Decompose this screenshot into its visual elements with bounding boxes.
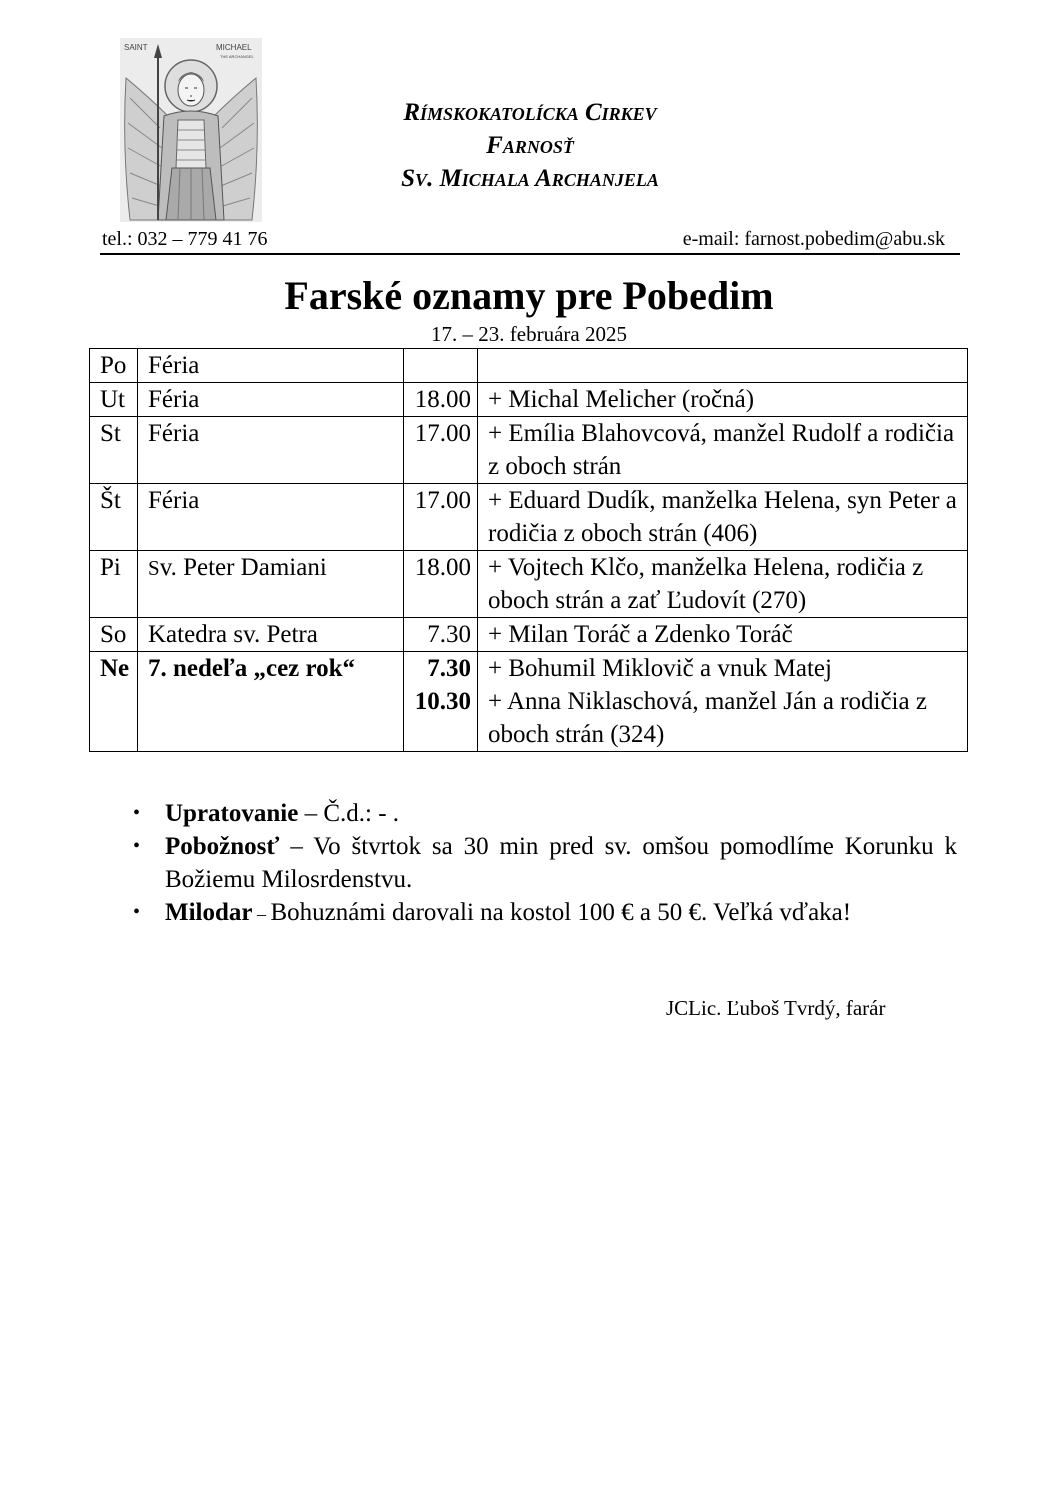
table-row	[90, 551, 968, 618]
time-cell	[404, 652, 478, 752]
mass-schedule-table	[89, 348, 968, 752]
table-row	[90, 349, 968, 383]
intention-cell: + Eduard Dudík, manželka Helena, syn Peter a rodičia z oboch strán (406)	[478, 484, 968, 551]
table-row	[90, 652, 968, 752]
notice-text: Č.d.: - .	[323, 800, 400, 827]
notices-list	[127, 797, 957, 931]
heading-line-church: Rímskokatolícka Cirkev	[403, 99, 657, 126]
feast-cell: Féria	[138, 417, 404, 484]
parish-heading	[300, 96, 760, 195]
feast-cell: Féria	[138, 383, 404, 417]
notice-separator: –	[252, 904, 271, 924]
icon-caption-left: SAINT	[124, 43, 148, 52]
notice-label: Milodar	[165, 899, 253, 926]
time-cell	[404, 349, 478, 383]
intention-cell: + Michal Melicher (ročná)	[478, 383, 968, 417]
page-title: Farské oznamy pre Pobedim	[284, 273, 774, 318]
intention-cell	[478, 349, 968, 383]
bullet-icon: •	[133, 802, 141, 824]
feast-initial: S	[148, 556, 160, 580]
intention-value: + Bohumil Miklovič a vnuk Matej	[488, 655, 832, 682]
notice-label: Pobožnosť	[165, 833, 280, 860]
time-value: 10.30	[414, 688, 471, 715]
notice-text: Bohuznámi darovali na kostol 100 € a 50 €. Veľká vďaka!	[270, 899, 852, 926]
icon-caption-sub: THE ARCHANGEL	[220, 54, 254, 59]
notice-separator: –	[298, 800, 324, 827]
feast-cell: Féria	[138, 349, 404, 383]
time-value: 7.30	[427, 655, 471, 682]
notice-separator: –	[279, 833, 314, 860]
feast-rest: v. Peter Damiani	[159, 554, 327, 581]
intention-cell	[478, 652, 968, 752]
email-address: e-mail: farnost.pobedim@abu.sk	[682, 228, 945, 250]
feast-cell: Katedra sv. Petra	[138, 618, 404, 652]
intention-cell: + Vojtech Klčo, manželka Helena, rodičia z oboch strán a zať Ľudovít (270)	[478, 551, 968, 618]
feast-cell: 7. nedeľa „cez rok“	[138, 652, 404, 752]
icon-caption-right: MICHAEL	[216, 43, 252, 52]
saint-michael-icon	[120, 38, 262, 222]
day-cell: Pi	[90, 551, 138, 618]
list-item	[127, 896, 957, 931]
time-cell: 7.30	[404, 618, 478, 652]
intention-cell: + Emília Blahovcová, manžel Rudolf a rodičia z oboch strán	[478, 417, 968, 484]
time-cell: 18.00	[404, 551, 478, 618]
day-cell: St	[90, 417, 138, 484]
list-item	[127, 797, 957, 830]
contact-line	[100, 227, 960, 255]
time-cell: 18.00	[404, 383, 478, 417]
notice-text: Vo štvrtok sa 30 min pred sv. omšou pomodlíme Korunku k Božiemu Milosrdenstvu.	[165, 833, 957, 893]
phone-number: tel.: 032 – 779 41 76	[102, 228, 268, 250]
bullet-icon: •	[133, 901, 141, 923]
day-cell: Ne	[90, 652, 138, 752]
table-row	[90, 383, 968, 417]
day-cell: Ut	[90, 383, 138, 417]
heading-line-parish: Farnosť	[486, 132, 574, 159]
date-range: 17. – 23. februára 2025	[431, 322, 627, 346]
table-row	[90, 618, 968, 652]
intention-value: + Anna Niklaschová, manžel Ján a rodičia z oboch strán (324)	[488, 688, 927, 748]
heading-line-patron: Sv. Michala Archanjela	[401, 165, 659, 192]
time-cell: 17.00	[404, 417, 478, 484]
feast-cell: Féria	[138, 484, 404, 551]
time-cell: 17.00	[404, 484, 478, 551]
day-cell: Št	[90, 484, 138, 551]
notice-label: Upratovanie	[165, 800, 299, 827]
list-item	[127, 830, 957, 896]
bullet-icon: •	[133, 835, 141, 857]
feast-cell	[138, 551, 404, 618]
day-cell: So	[90, 618, 138, 652]
table-row	[90, 417, 968, 484]
signature: JCLic. Ľuboš Tvrdý, farár	[666, 996, 886, 1020]
table-row	[90, 484, 968, 551]
day-cell: Po	[90, 349, 138, 383]
intention-cell: + Milan Toráč a Zdenko Toráč	[478, 618, 968, 652]
